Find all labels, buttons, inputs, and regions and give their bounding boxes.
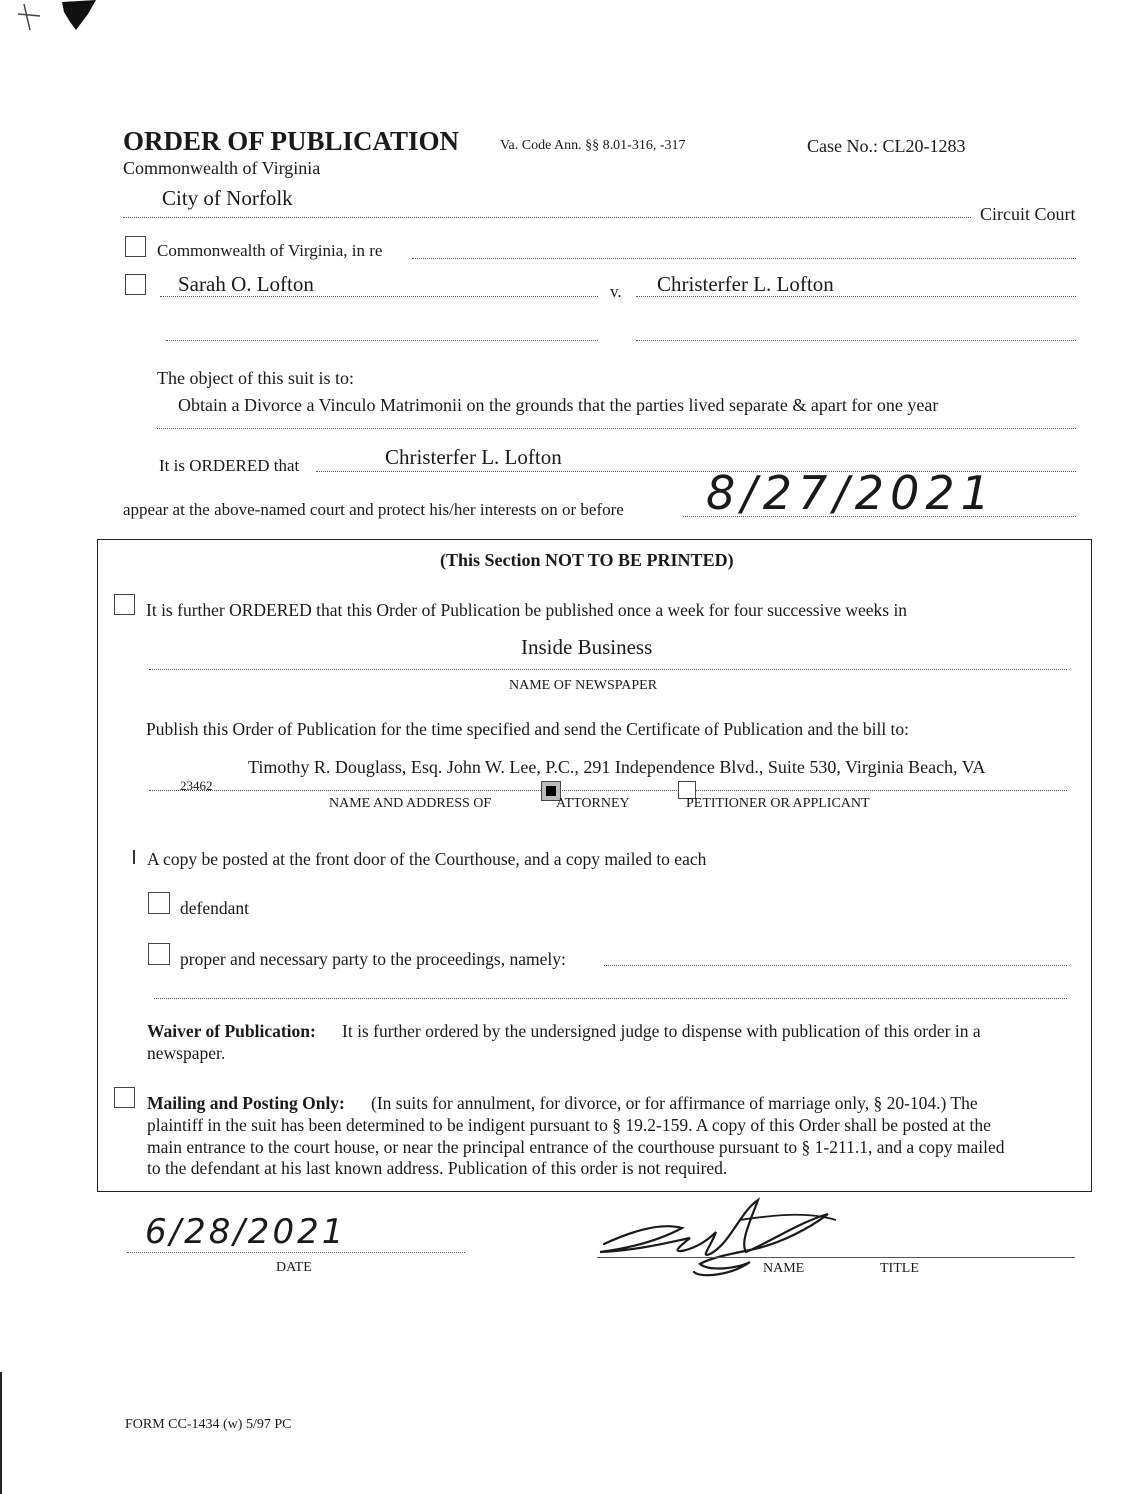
petitioner-label: PETITIONER OR APPLICANT xyxy=(686,796,870,811)
parties-checkbox[interactable] xyxy=(125,274,146,295)
code-reference: Va. Code Ann. §§ 8.01-316, -317 xyxy=(500,138,686,153)
publish-text: It is further ORDERED that this Order of Publication be published once a week for four successive weeks in xyxy=(146,600,908,620)
case-number: Case No.: CL20-1283 xyxy=(807,136,966,156)
section-heading: (This Section NOT TO BE PRINTED) xyxy=(440,550,734,570)
object-label: The object of this suit is to: xyxy=(157,368,354,388)
name-address-label: NAME AND ADDRESS OF xyxy=(329,796,492,811)
scan-smudge xyxy=(0,0,110,50)
attorney-address-line1: Timothy R. Douglass, Esq. John W. Lee, P.C., 291 Independence Blvd., Suite 530, Virginia Beach, VA xyxy=(248,757,986,777)
in-re-checkbox[interactable] xyxy=(125,236,146,257)
newspaper-label: NAME OF NEWSPAPER xyxy=(509,678,658,693)
page-title: ORDER OF PUBLICATION xyxy=(123,126,460,156)
waiver-text-2: newspaper. xyxy=(147,1043,226,1063)
mailing-checkbox[interactable] xyxy=(114,1087,135,1108)
posted-mark xyxy=(133,850,135,864)
versus-label: v. xyxy=(610,282,622,301)
ordered-label: It is ORDERED that xyxy=(159,456,300,475)
object-text: Obtain a Divorce a Vinculo Matrimonii on the grounds that the parties lived separate & apart for one year xyxy=(178,395,939,415)
waiver-text: It is further ordered by the undersigned judge to dispense with publication of this order in a xyxy=(342,1021,981,1041)
defendant-label: defendant xyxy=(180,898,249,918)
mailing-line-1: (In suits for annulment, for divorce, or for affirmance of marriage only, § 20-104.) The xyxy=(371,1093,978,1113)
attorney-address-line2: 23462 xyxy=(180,778,213,793)
defendant-name: Christerfer L. Lofton xyxy=(657,272,834,296)
title-label: TITLE xyxy=(880,1261,919,1276)
appear-text: appear at the above-named court and protect his/her interests on or before xyxy=(123,500,624,519)
posted-text: A copy be posted at the front door of the Courthouse, and a copy mailed to each xyxy=(147,849,707,869)
waiver-title: Waiver of Publication: xyxy=(147,1021,316,1041)
left-edge-mark xyxy=(0,1372,2,1494)
mailing-line-4: to the defendant at his last known address. Publication of this order is not required. xyxy=(147,1158,728,1178)
name-label: NAME xyxy=(763,1261,805,1276)
ordered-name: Christerfer L. Lofton xyxy=(385,445,562,469)
form-number: FORM CC-1434 (w) 5/97 PC xyxy=(125,1417,292,1432)
plaintiff-name: Sarah O. Lofton xyxy=(178,272,314,296)
proper-party-checkbox[interactable] xyxy=(148,943,170,965)
mailing-line-2: plaintiff in the suit has been determined to be indigent pursuant to § 19.2-159. A copy of this Order shall be posted at the xyxy=(147,1115,991,1135)
appear-date: 8/27/2021 xyxy=(706,466,996,520)
signature-line xyxy=(597,1257,1075,1258)
defendant-checkbox[interactable] xyxy=(148,892,170,914)
attorney-label: ATTORNEY xyxy=(556,796,630,811)
city-value: City of Norfolk xyxy=(162,186,293,210)
date-label: DATE xyxy=(276,1260,312,1275)
in-re-label: Commonwealth of Virginia, in re xyxy=(157,241,383,260)
publish-bill-text: Publish this Order of Publication for the time specified and send the Certificate of Publication and the bill to: xyxy=(146,719,910,739)
publish-checkbox[interactable] xyxy=(114,594,135,615)
circuit-court-label: Circuit Court xyxy=(980,204,1076,224)
mailing-title: Mailing and Posting Only: xyxy=(147,1093,345,1113)
judge-signature xyxy=(590,1192,850,1282)
proper-party-label: proper and necessary party to the proceedings, namely: xyxy=(180,949,566,969)
mailing-line-3: main entrance to the court house, or near the principal entrance of the courthouse pursuant to § 1-211.1, and a copy mailed xyxy=(147,1137,1005,1157)
signed-date: 6/28/2021 xyxy=(145,1212,347,1252)
commonwealth-label: Commonwealth of Virginia xyxy=(123,158,321,178)
newspaper-value: Inside Business xyxy=(521,635,653,659)
